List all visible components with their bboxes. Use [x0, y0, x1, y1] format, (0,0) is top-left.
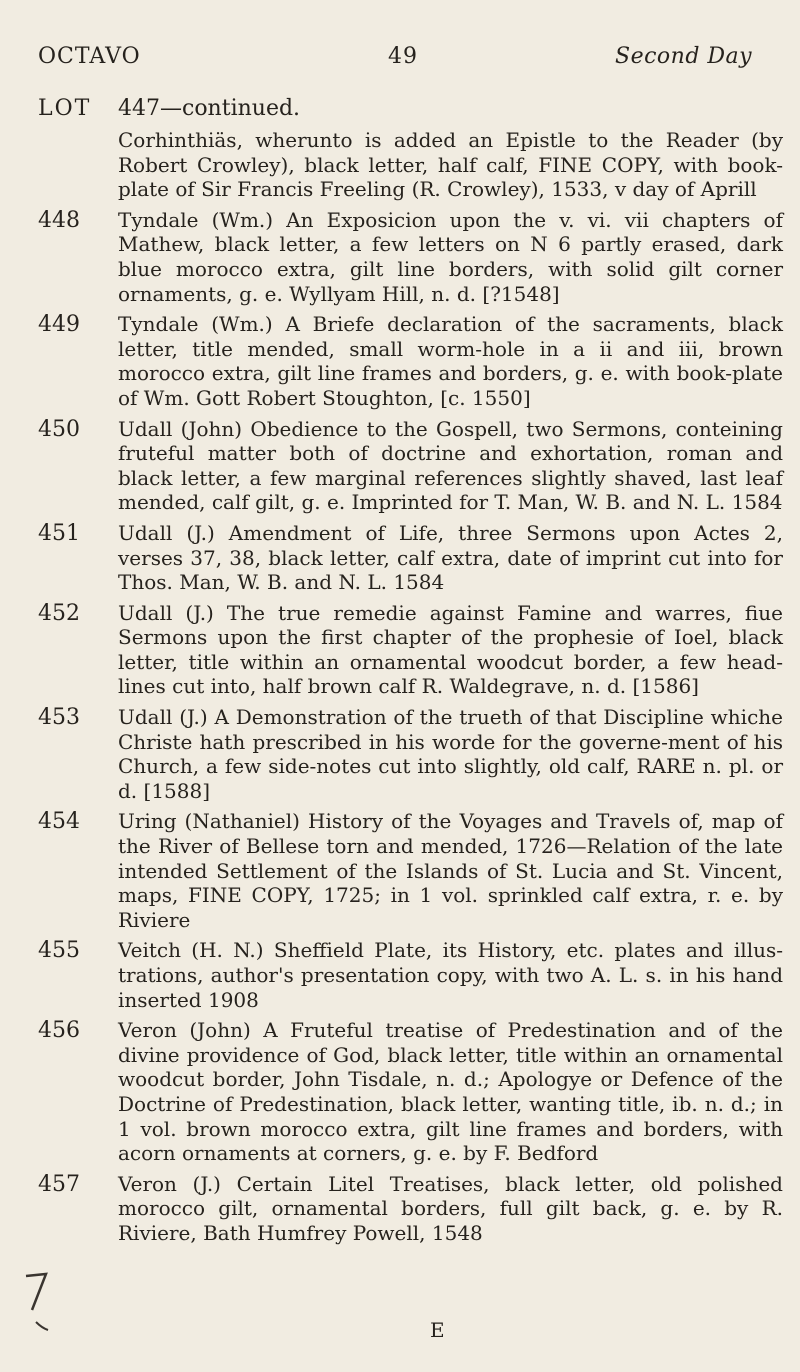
- lot-text: Uring (Nathaniel) History of the Voyages and Travels of, map of the River of Bellese torn and mended, 1726—Relation of the late intended Settlement of the Islands of St. Lucia and St. Vincent, maps, FINE COPY, 1725; in 1 vol. sprinkled calf extra, r. e. by Riviere: [118, 809, 783, 932]
- lot-entry: [38, 601, 783, 699]
- lot-number: 451: [38, 520, 80, 546]
- lot-entry: [38, 312, 783, 410]
- page-number: 49: [388, 44, 418, 69]
- lot-447-text: Corhinthiäs, wherunto is added an Epistle to the Reader (by Robert Crowley), black letter, half calf, FINE COPY, with book-plate of Sir Francis Freeling (R. Crowley), 1533, v day of Aprill: [118, 128, 783, 202]
- lot-text: Udall (John) Obedience to the Gospell, two Sermons, conteining fruteful matter both of doctrine and exhortation, roman and black letter, a few marginal references slightly shaved, last leaf mended, calf gilt, g. e. Imprinted for T. Man, W. B. and N. L. 1584: [118, 416, 783, 515]
- lot-text: Udall (J.) A Demonstration of the trueth of that Discipline whiche Christe hath prescribed in his worde for the governe-ment of his Church, a few side-notes cut into slightly, old calf, RARE n. pl. or d. [1588]: [118, 705, 783, 803]
- lot-number: 457: [38, 1171, 80, 1197]
- lot-entry: [38, 1018, 783, 1166]
- lot-heading: LOT: [38, 96, 92, 121]
- page-header: [0, 44, 800, 78]
- lot-number: 456: [38, 1018, 80, 1044]
- lot-text: Udall (J.) Amendment of Life, three Sermons upon Actes 2, verses 37, 38, black letter, calf extra, date of imprint cut into for Thos. Man, W. B. and N. L. 1584: [118, 520, 783, 595]
- lot-text: Udall (J.) The true remedie against Famine and warres, fiue Sermons upon the first chapter of the prophesie of Ioel, black letter, title within an ornamental woodcut border, a few head-lines cut into, half brown calf R. Waldegrave, n. d. [1586]: [118, 600, 783, 699]
- lot-entry: [38, 417, 783, 515]
- header-day: Second Day: [615, 44, 753, 69]
- signature-mark: E: [430, 1318, 445, 1342]
- lot-number: 452: [38, 600, 80, 626]
- continued-label: 447—continued.: [118, 96, 301, 121]
- lot-continued-entry: [38, 128, 783, 202]
- lot-entry: [38, 938, 783, 1012]
- lot-number: 450: [38, 416, 80, 442]
- lot-number: 454: [38, 809, 80, 835]
- lot-entry: [38, 521, 783, 595]
- lot-text: Tyndale (Wm.) A Briefe declaration of the sacraments, black letter, title mended, small worm-hole in a ii and iii, brown morocco extra, gilt line frames and borders, g. e. with book-plate of Wm. Gott Robert Stoughton, [c. 1550]: [118, 312, 783, 410]
- lot-number: 453: [38, 705, 80, 731]
- lot-entry: [38, 705, 783, 803]
- lot-entry: [38, 1172, 783, 1246]
- lot-entry: [38, 809, 783, 932]
- lot-number: 455: [38, 938, 80, 964]
- lot-text: Veitch (H. N.) Sheffield Plate, its History, etc. plates and illus-trations, author's presentation copy, with two A. L. s. in his hand inserted 1908: [118, 938, 783, 1012]
- lot-number: 449: [38, 312, 80, 338]
- pencil-mark-icon: [22, 1270, 52, 1334]
- lot-text: Tyndale (Wm.) An Exposicion upon the v. vi. vii chapters of Mathew, black letter, a few letters on N 6 partly erased, dark blue morocco extra, gilt line borders, with solid gilt corner ornaments, g. e. Wyllyam Hill, n. d. [?1548]: [118, 207, 783, 306]
- lot-entry: [38, 208, 783, 306]
- header-format: OCTAVO: [38, 44, 141, 69]
- lot-text: Veron (John) A Fruteful treatise of Predestination and of the divine providence of God, black letter, title within an ornamental woodcut border, John Tisdale, n. d.; Apologye or Defence of the Doctrine of Predestination, black letter, wanting title, ib. n. d.; in 1 vol. brown morocco extra, gilt line frames and borders, with acorn ornaments at corners, g. e. by F. Bedford: [118, 1018, 783, 1166]
- lot-entries: [38, 128, 783, 1252]
- lot-number: 448: [38, 207, 80, 233]
- lot-text: Veron (J.) Certain Litel Treatises, black letter, old polished morocco gilt, ornamental borders, full gilt back, g. e. by R. Riviere, Bath Humfrey Powell, 1548: [118, 1171, 783, 1245]
